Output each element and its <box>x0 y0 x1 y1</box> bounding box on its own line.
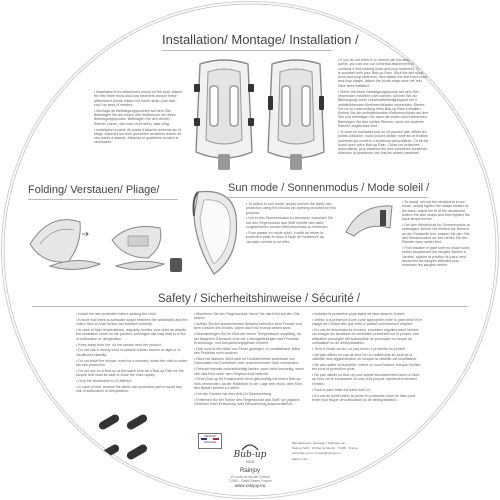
legal-1: Manufactured / Hersteller / Fabriqué par : <box>292 441 347 445</box>
company-block <box>202 468 298 489</box>
sunmode-right-fr: • Pour installer le pare-vent en mode soleil, serrez simplement les sangles situées à l'arrière, ajustez la position du pare-vent, desserrez les sangles latérales puis resserrez les sangles arrière. <box>402 246 471 268</box>
decorative-dashes-icon <box>96 414 152 466</box>
safety-fr-7: • Ne pas utiliser un Bub-up pour adulte simultanément avec un Bub-up Kids car le conducteur du vélo doit pouvoir rapidement secourir l'enfant. <box>312 373 421 386</box>
sunmode-text <box>246 202 338 245</box>
safety-en-7: • Do not use on a Bub-up at the same time as a Bub-up Rain for the bicycle that must be able to close the child rapidly. <box>76 368 184 378</box>
sunmode-title: Sun mode / Sonnenmodus / Mode soleil / <box>228 182 430 194</box>
logo-sub: KIDS <box>245 460 255 464</box>
company-address-1: 10 route du Moulin Cheval <box>230 475 270 479</box>
sunmode-en: • To switch to sun mode, simply remove the fabric rain protection using the circular zip opening provided for this purpose. <box>246 202 336 215</box>
bub-up-emblem-icon <box>240 440 260 452</box>
safety-en-1: • Install the rain protection before seating the child. <box>76 312 157 316</box>
sunmode-right-en: • To install, secure the windshield in sun mode, simply tighten the straps located at the back, adjust the fit of the windshield, loosen the side straps and then tighten the back straps further. <box>402 200 470 222</box>
company-name: Rainjoy <box>239 468 260 474</box>
safety-fr-1: • Installez la protection pluie avant de faire asseoir l'enfant. <box>312 312 406 316</box>
sunmode-right-text <box>402 200 472 269</box>
safety-en-2: • Ensure that there is adequate space between the windshield and the child's face so that he/she can breathe correctly. <box>76 317 188 327</box>
safety-en-5: • Do not use in strong wind or outside human access at night or in insufficient visibility. <box>76 348 181 357</box>
safety-title: Safety / Sicherheitshinweise / Sécurité / <box>158 293 360 305</box>
logo-text: Bub-up <box>233 450 267 460</box>
sunmode-fr: • Pour passer en mode soleil, il suffit de retirer la protection pluie en tissu à l'aide de l'ouverture zip circulaire prévue à cet effet. <box>246 230 325 244</box>
safety-fr-text <box>312 312 424 404</box>
safety-fr-5: • Ne pas utiliser en cas de vent fort ou nuit/brume au-delà de la visibilité hors agglomération ou lorsque la visibilité est insuffisante. <box>312 352 418 362</box>
safety-de-8: • Nur der Fenster hat eine Anti-UV-Beschichtung. <box>194 391 272 396</box>
installation-rule <box>162 50 332 51</box>
install-right-de: • Wenn Sie keine Befestigungspunkte auf dem Sitz verwenden möchten oder können, können Sie zur Befestigung unser Universalbefestigungsset mit 4 selbstklebenden Klettverschlüssen verwenden. Dieses Set ist im Lieferumfang Ihres Bub-up Rain enthalten. Kleben Sie die selbstklebenden Klettverschlüsse auf den Sitz und befestigen Sie dann die ersten drei Klettriemen. Befestigen Sie den vierten Riemen, wenn die anderen Riemen angebracht sind. <box>338 89 429 129</box>
safety-de-1: • Montieren Sie den Regenschutz, bevor Sie das Kind auf den Sitz setzen. <box>194 312 300 321</box>
legal-4: Made in EU <box>292 456 308 461</box>
safety-fr-6: • Ne pas quitter la bicyclette, même un court instant, lorsque l'enfant est sous la protection pluie. <box>312 362 421 372</box>
install-left-fr: • Installation à partir de points d'attache présents sur le siège. Attachez les trois premières scratches autour de ces points d'attache. Attachez le quatrième scratch si nécessaire. <box>94 127 182 145</box>
safety-fr-9: • En cas de soleil retirer la partie en protection pluie en tissu pour éviter tout risque de suffocation ou de déshydratation. <box>312 393 416 402</box>
install-left-text <box>94 90 182 146</box>
safety-de-text <box>194 312 306 408</box>
safety-fr-4: • Tenir à l'écart du feu, ne pas fumer à proximité du produit. <box>312 346 406 351</box>
safety-de-7: • Einen Bub-up für Erwachsene nicht gleichzeitig mit einem Bub-up Kids verwenden, da der Radfahrer in der Lage sein muss, dem Kind den Bedarf schnell zu helfen. <box>194 377 303 391</box>
safety-en-8: • Only the windshield is UV-filtered. <box>76 379 132 384</box>
sunmode-de: • Um in den Sonnenmodus zu wechseln, brauchen Sie nur den Regenschutz aus Stoff mithilfe des dafür vorgesehenen runden Reißverschluss zu entfernen. <box>246 216 333 230</box>
install-left-en: • Installation from attachment points on the seat. Attach the first three hook-and-loop fasteners around these attachment points. Attach the fourth strap (one that can't be seen) if needed. <box>94 90 182 107</box>
company-url: www.rainjoy.eu <box>234 483 266 488</box>
safety-de-4: • Darf nicht in die Nähe von Feuer gelangen. In unmittelbarer Nähe des Produkts nicht rauchen. <box>194 346 301 356</box>
safety-fr-3: • En cas de températures élevées, surveillez régulièrement l'enfant, car malgré les aérations de ventilation présentes sur le produit, une utilisation prolongée est susceptible de provoquer un risque de suffocation ou de déshydratation. <box>312 328 420 345</box>
seat-illustration-attachment <box>188 56 260 176</box>
safety-de-9: • Entfernen Sie bei Sonne den Regenschutz aus Stoff, um jegliche Gefahren einer Erstickung oder Dehydrierung auszuschließen. <box>194 397 300 407</box>
safety-de-5: • Nicht bei starkem Wind oder im Dunkeln/Nebel außerhalb von Ortschaften bei Dunkelheit oder unzureichender Sicht verwenden. <box>194 357 299 366</box>
brand-logo <box>227 450 273 464</box>
folding-illustrations <box>20 204 185 276</box>
badge-bottom: FRANCE <box>203 440 217 444</box>
sunmode-strap-illustration <box>340 198 398 238</box>
safety-de-3: • Beaufsichtigen Sie Ihr Kind bei hohen Temperaturen sorgfältig, da bei längerem Gebrauch trotz der Lüftungsöffnungen des Produkts Erstickungs- und Dehydrierungsgefahr besteht. <box>194 332 301 345</box>
installation-title: Installation/ Montage/ Installation / <box>162 32 359 47</box>
safety-fr-8: • Seul le pare-brise est traité Anti-UV. <box>312 387 372 392</box>
safety-en-4: • Keep away from fire, do not smoke near the product. <box>76 342 162 347</box>
legal-3: www.bub-up.eu / contact@rainjoy.eu <box>292 451 341 456</box>
company-address-2: 71390 – Saint-Désert France <box>228 479 272 483</box>
safety-fr-2: • Veillez à la présence d'une zone appropriée entre le pare-brise et le visage de l'enfant afin que celui-ci puisse correctement respirer. <box>312 317 422 327</box>
install-left-de: • Montage an Befestigungspunkten auf dem Sitz. Befestigen Sie die ersten drei Klettriemen um diese Befestigungspunkte. Befestigen Sie den vierten Riemen (einen, den man nicht sieht), falls nötig. <box>94 108 176 126</box>
safety-de-6: • Fahrrad niemals unbeaufsichtigt lassen, auch nicht kurzzeitig, wenn sich das Kind unter dem Regenschutz befindet. <box>194 367 304 376</box>
safety-en-3: • In case of high temperatures, regularly monitor your child as despite the ventilation vents on the product, prolonged use may lead to a risk of suffocation or dehydration. <box>76 328 187 341</box>
sunmode-windshield-illustration <box>188 186 240 278</box>
sunmode-right-de: • Um den Windschutz im Sonnenmodus zu befestigen, ziehen Sie einfach die Riemen an der Rückseite fest, passen Sie den Sitz des Windschutzes an und ziehen Sie die Riemen dann weiter fest. <box>402 223 471 245</box>
legal-text <box>292 442 372 463</box>
install-right-text <box>338 58 430 157</box>
sunmode-rule <box>228 197 428 198</box>
install-right-fr: • Si vous ne souhaitez pas ou ne pouvez pas utiliser les points d'attache, vous pouvez utiliser notre kit de fixation universel qui contient 4 scratches autocollants. Ce kit est fourni avec votre Bub-up Rain. Collez les scratches autocollants, puis attachez les trois premières scratches. Attachez la quatrième une fois les autres installées. <box>338 129 429 156</box>
folding-rule <box>28 199 178 200</box>
instruction-disc <box>1 1 499 499</box>
design-france-badge <box>198 433 222 449</box>
safety-en-text <box>76 312 188 395</box>
safety-en-9: • In case of rain, remove the fabric rain protection part to avoid any risk of suffocation or dehydration. <box>76 384 182 394</box>
safety-de-2: • Achten Sie auf ausreichenden Abstand zwischen dem Fenster und dem Gesicht des Kindes, damit das Kind normal atmen kann. <box>194 322 302 331</box>
badge-top: DESIGN <box>204 434 216 438</box>
seat-illustration-universal-kit <box>260 56 332 176</box>
safety-rule <box>32 306 468 307</box>
install-right-en: • If you do not want to or cannot use the attachment points, you can use our universal attachment kit that contains 4 self-sticking hook-and-loop fasteners. This kit is provided with your Bub-up Rain. Stick the self-sticking hook-and-loop fasteners, then attach the first three hook-and-loop straps. Attach the fourth strap once the rest have been installed. <box>338 58 429 88</box>
safety-en-6: • Do not leave the bicycle, even for a moment, when the child is under the rain protection. <box>76 358 188 367</box>
legal-2: Rainjoy SAS · 10 Rue du Moulin · 71390 · France <box>292 446 359 451</box>
folding-title: Folding/ Verstauen/ Pliage/ <box>28 184 160 196</box>
